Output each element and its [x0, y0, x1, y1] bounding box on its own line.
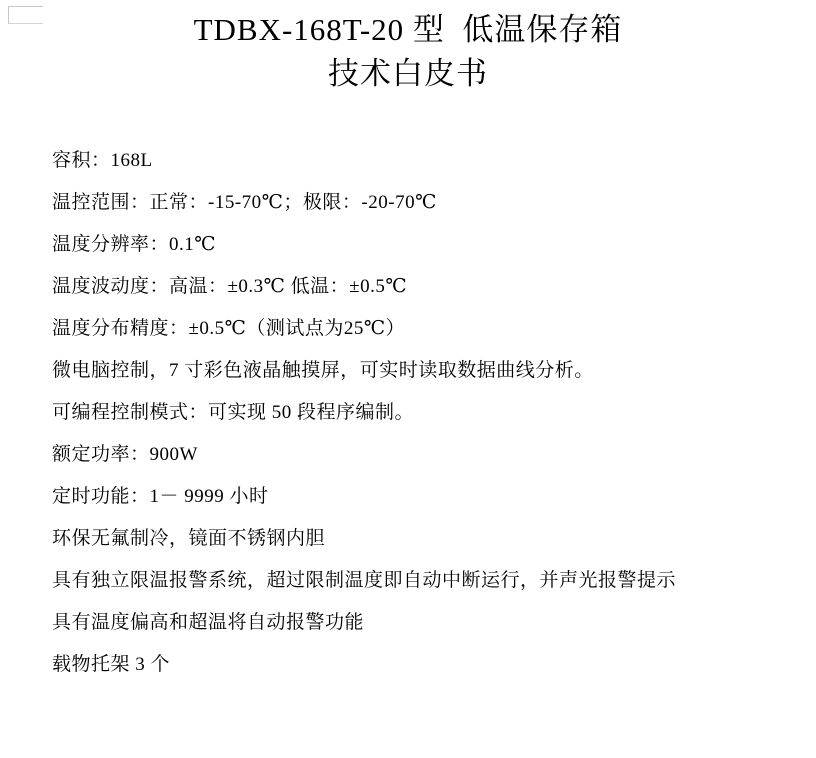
specification-list	[0, 140, 816, 686]
spec-line: 载物托架 3 个	[52, 654, 171, 675]
spec-line: 可编程控制模式：可实现 50 段程序编制。	[52, 402, 415, 423]
title-line-2: 技术白皮书	[328, 56, 488, 91]
spec-line: 具有温度偏高和超温将自动报警功能	[52, 612, 365, 633]
spec-line: 具有独立限温报警系统，超过限制温度即自动中断运行，并声光报警提示	[52, 570, 677, 591]
spec-line: 环保无氟制冷，镜面不锈钢内胆	[52, 528, 326, 549]
spec-line: 额定功率：900W	[52, 444, 198, 465]
document-title	[0, 0, 816, 96]
title-line-1: TDBX-168T-20 型 低温保存箱	[193, 12, 623, 47]
spec-line: 温度分辨率：0.1℃	[52, 234, 217, 255]
spec-line: 温度波动度：高温：±0.3℃ 低温：±0.5℃	[52, 276, 408, 297]
page-corner-mark	[8, 6, 43, 24]
spec-line: 容积：168L	[52, 150, 153, 171]
spec-line: 微电脑控制，7 寸彩色液晶触摸屏，可实时读取数据曲线分析。	[52, 360, 594, 381]
spec-line: 温度分布精度：±0.5℃（测试点为25℃）	[52, 318, 406, 339]
spec-line: 定时功能：1－ 9999 小时	[52, 486, 269, 507]
spec-line: 温控范围：正常：-15-70℃；极限：-20-70℃	[52, 192, 437, 213]
